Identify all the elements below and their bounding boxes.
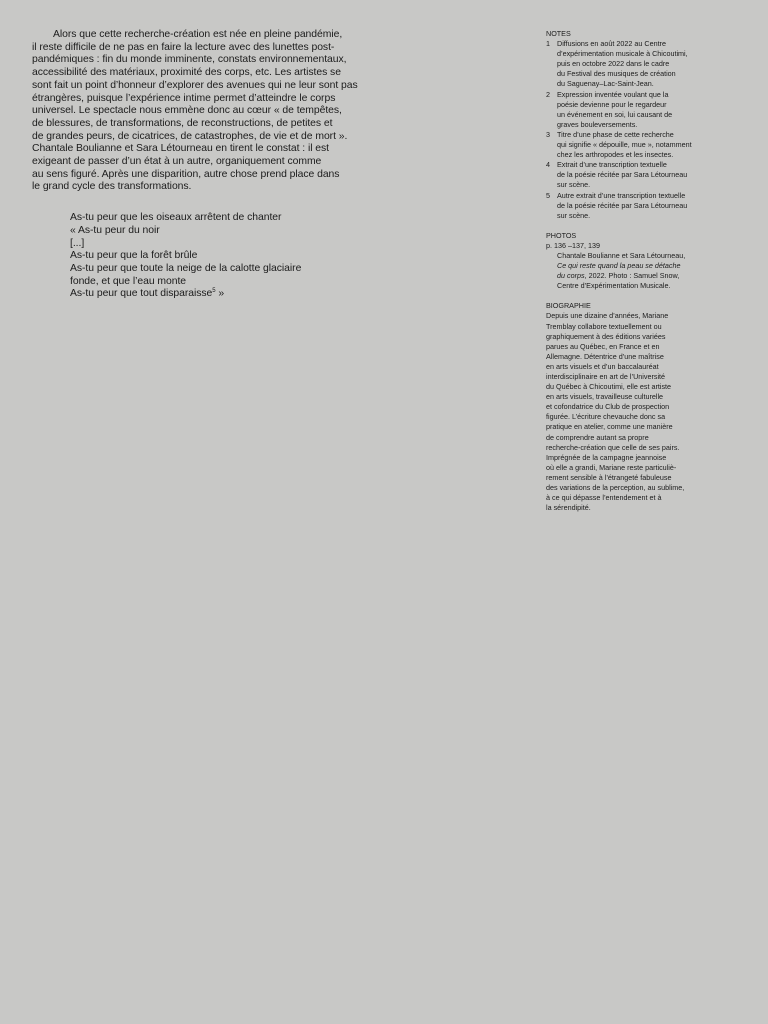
- note-text: [557, 90, 672, 130]
- paragraph-line: étrangères, puisque l’expérience intime permet d’atteindre le corps: [32, 92, 336, 104]
- biography-line: recherche-création que celle de ses pairs.: [546, 442, 680, 452]
- paragraph-line: Alors que cette recherche-création est née en pleine pandémie,: [53, 29, 343, 40]
- sidebar-column: [546, 29, 746, 513]
- note-line: Diffusions en août 2022 au Centre: [557, 39, 666, 49]
- note-item: [546, 90, 746, 130]
- biography-line: rement sensible à l’étrangeté fabuleuse: [546, 472, 672, 482]
- paragraph-line: exigeant de passer d’un état à un autre, organiquement comme: [32, 156, 322, 168]
- biography-line: graphiquement à des éditions variées: [546, 331, 666, 341]
- footnote-ref-5: 5: [212, 288, 216, 295]
- photos-artwork-title: Ce qui reste quand la peau se détache: [557, 261, 681, 271]
- note-number: 4: [546, 160, 550, 170]
- paragraph-line: universel. Le spectacle nous emmène donc au cœur « de tempêtes,: [32, 105, 342, 117]
- paragraph-line: il reste difficile de ne pas en faire la lecture avec des lunettes post-: [32, 41, 335, 53]
- poem-last-text: As-tu peur que tout disparaisse: [70, 288, 213, 300]
- poem-line: [70, 288, 362, 301]
- photos-credit-line: Centre d’Expérimentation Musicale.: [557, 281, 671, 291]
- poem-line: As-tu peur que toute la neige de la calotte glaciaire: [70, 262, 302, 274]
- note-number: 3: [546, 129, 550, 139]
- note-item: [546, 39, 746, 89]
- biography-line: en arts visuels et d’un baccalauréat: [546, 361, 659, 371]
- biography-line: Depuis une dizaine d’années, Mariane: [546, 311, 669, 321]
- note-text: [557, 130, 692, 160]
- note-line: Titre d’une phase de cette recherche: [557, 129, 674, 139]
- biography-heading: BIOGRAPHIE: [546, 301, 591, 311]
- biography-section: [546, 301, 746, 513]
- poem-line: As-tu peur que les oiseaux arrêtent de chanter: [70, 212, 282, 224]
- note-line: du Saguenay–Lac-Saint-Jean.: [557, 79, 654, 89]
- paragraph-line: Chantale Boulianne et Sara Létourneau en tirent le constat : il est: [32, 143, 330, 155]
- photos-artwork-title-end: du corps: [557, 271, 585, 281]
- note-text: [557, 160, 687, 190]
- poem-close-quote: »: [215, 288, 225, 300]
- poem-quote: [70, 212, 362, 301]
- paragraph-line: au sens figuré. Après une disparition, autre chose prend place dans: [32, 168, 340, 180]
- note-number: 5: [546, 190, 550, 200]
- notes-list: [546, 39, 746, 221]
- paragraph-line: de grandes peurs, de cicatrices, de catastrophes, de vie et de mort ».: [32, 130, 348, 142]
- note-line: d’expérimentation musicale à Chicoutimi,: [557, 49, 688, 59]
- paragraph-line: pandémiques : fin du monde imminente, constats environnementaux,: [32, 54, 347, 66]
- photos-credit-line: Chantale Boulianne et Sara Létourneau,: [557, 250, 686, 260]
- main-column: [32, 29, 362, 301]
- photos-section: [546, 231, 746, 292]
- body-paragraph: [32, 29, 362, 194]
- biography-line: parues au Québec, en France et en: [546, 341, 660, 351]
- note-line: Extrait d’une transcription textuelle: [557, 160, 667, 170]
- note-item: [546, 160, 746, 190]
- note-line: puis en octobre 2022 dans le cadre: [557, 59, 670, 69]
- note-item: [546, 130, 746, 160]
- biography-line: et cofondatrice du Club de prospection: [546, 402, 670, 412]
- note-line: chez les arthropodes et les insectes.: [557, 150, 674, 160]
- photos-credit-rest: , 2022. Photo : Samuel Snow,: [584, 271, 680, 281]
- note-line: du Festival des musiques de création: [557, 69, 676, 79]
- biography-line: du Québec à Chicoutimi, elle est artiste: [546, 382, 672, 392]
- biography-line: la sérendipité.: [546, 503, 591, 513]
- biography-line: interdisciplinaire en art de l’Université: [546, 372, 666, 381]
- paragraph-line: sont fait un point d’honneur d’explorer des avenues qui ne leur sont pas: [32, 79, 358, 91]
- note-line: de la poésie récitée par Sara Létourneau: [557, 170, 688, 180]
- biography-line: Allemagne. Détentrice d’une maîtrise: [546, 351, 664, 361]
- note-text: [557, 191, 687, 221]
- poem-line: fonde, et que l’eau monte: [70, 275, 187, 287]
- biography-line: pratique en atelier, comme une manière: [546, 422, 673, 432]
- biography-line: où elle a grandi, Mariane reste particuliè-: [546, 462, 677, 472]
- biography-line: de comprendre autant sa propre: [546, 432, 649, 442]
- biography-line: Imprégnée de la campagne jeannoise: [546, 452, 667, 462]
- poem-line: As-tu peur que la forêt brûle: [70, 250, 198, 262]
- note-line: Autre extrait d’une transcription textuelle: [557, 190, 686, 200]
- biography-line: Tremblay collabore textuellement ou: [546, 321, 662, 331]
- note-number: 1: [546, 39, 550, 49]
- note-line: de la poésie récitée par Sara Létourneau: [557, 200, 688, 210]
- note-line: sur scène.: [557, 180, 591, 190]
- biography-line: figurée. L’écriture chevauche donc sa: [546, 412, 666, 422]
- note-item: [546, 191, 746, 221]
- notes-heading: NOTES: [546, 29, 571, 38]
- biography-line: des variations de la perception, au sublime,: [546, 483, 685, 493]
- biography-line: à ce qui dépasse l’entendement et à: [546, 493, 662, 503]
- biography-line: en arts visuels, travailleuse culturelle: [546, 392, 664, 402]
- poem-line: « As-tu peur du noir: [70, 224, 160, 236]
- note-text: [557, 39, 688, 89]
- paragraph-line: de blessures, de transformations, de reconstructions, de petites et: [32, 117, 333, 129]
- note-line: sur scène.: [557, 210, 591, 220]
- note-number: 2: [546, 89, 550, 99]
- note-line: graves bouleversements.: [557, 119, 638, 129]
- photos-pages: p. 136 –137, 139: [546, 240, 600, 250]
- paragraph-line: le grand cycle des transformations.: [32, 181, 192, 193]
- note-line: un événement en soi, lui causant de: [557, 109, 673, 119]
- photos-credit-line: [546, 271, 746, 281]
- note-line: poésie devienne pour le regardeur: [557, 99, 667, 109]
- paragraph-line: accessibilité des matériaux, proximité des corps, etc. Les artistes se: [32, 67, 341, 79]
- photos-heading: PHOTOS: [546, 230, 577, 240]
- note-line: qui signifie « dépouille, mue », notamment: [557, 140, 692, 150]
- poem-line: [...]: [70, 237, 85, 249]
- notes-section: [546, 29, 746, 221]
- note-line: Expression inventée voulant que la: [557, 89, 669, 99]
